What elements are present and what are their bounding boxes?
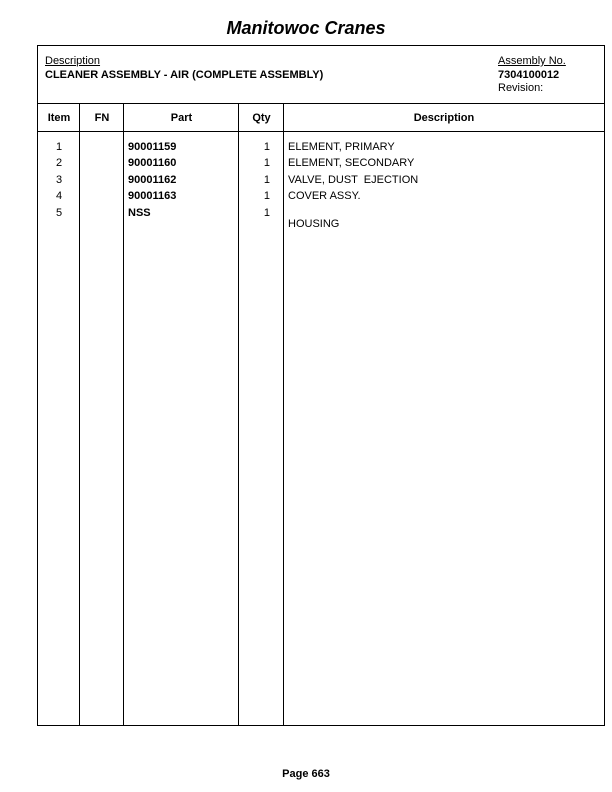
part-number: NSS [128,207,151,219]
parts-list-frame [37,45,605,726]
column-qty: Qty [252,112,271,124]
column-fn: FN [94,112,110,124]
column-description: Description [413,112,475,124]
page-number: Page 663 [282,768,330,780]
quantity: 1 [263,174,270,186]
quantity: 1 [263,141,270,153]
item-number: 4 [55,190,63,202]
item-number: 3 [55,174,63,186]
part-number: 90001159 [128,141,177,153]
part-description: COVER ASSY. [288,190,361,202]
quantity: 1 [263,157,270,169]
part-description: ELEMENT, PRIMARY [288,141,395,153]
item-number: 2 [55,157,63,169]
part-number: 90001162 [128,174,177,186]
assembly-description: CLEANER ASSEMBLY - AIR (COMPLETE ASSEMBLY) [45,69,324,81]
brand-title: Manitowoc Cranes [226,18,386,38]
part-number: 90001163 [128,190,177,202]
item-number: 1 [55,141,63,153]
part-description: HOUSING [288,218,340,230]
description-label: Description [45,55,101,67]
assembly-header [38,46,604,104]
column-part: Part [170,112,193,124]
assembly-number-label: Assembly No. [498,55,566,67]
column-item: Item [47,112,71,124]
column-divider [123,104,124,725]
part-description: VALVE, DUST EJECTION [288,174,419,186]
quantity: 1 [263,190,270,202]
assembly-number: 7304100012 [498,69,560,81]
part-description: ELEMENT, SECONDARY [288,157,415,169]
quantity: 1 [263,207,270,219]
revision-label: Revision: [498,82,544,94]
part-number: 90001160 [128,157,177,169]
item-number: 5 [55,207,63,219]
